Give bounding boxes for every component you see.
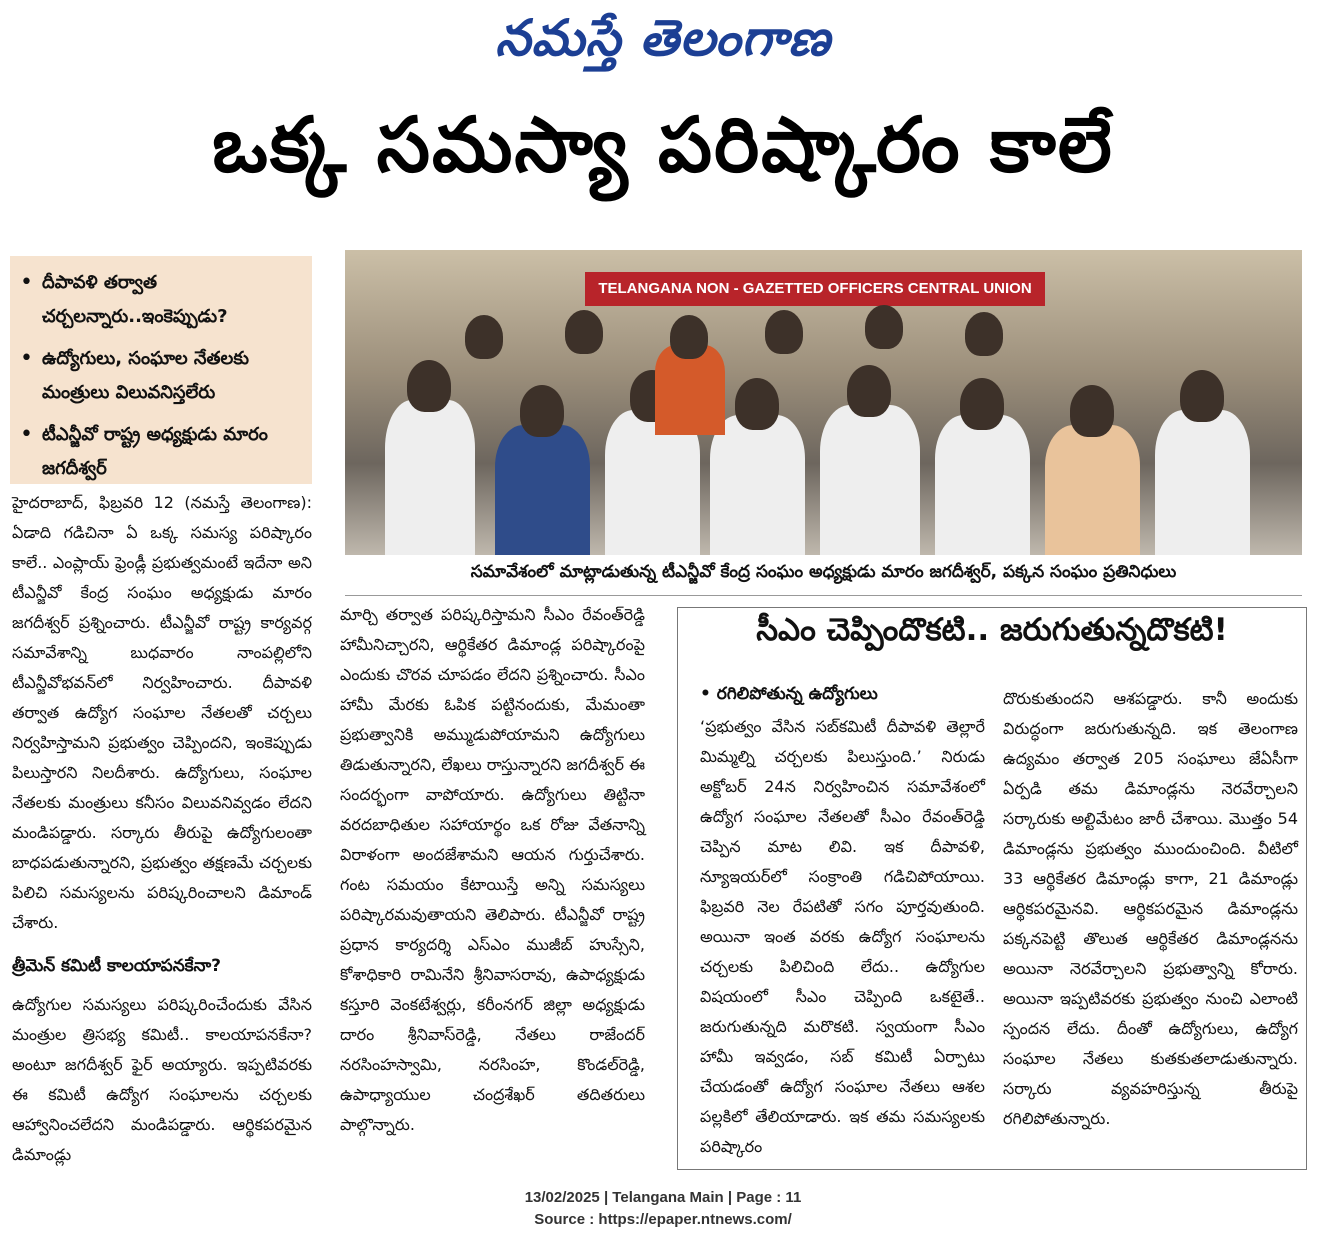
sidebar-subhead (700, 684, 878, 708)
photo-caption: సమావేశంలో మాట్లాడుతున్న టీఎన్జీవో కేంద్ర సంఘం అధ్యక్షుడు మారం జగదీశ్వర్, పక్కన సంఘం ప్రతినిధులు (470, 562, 1177, 582)
article-subhead: త్రీమెన్ కమిటీ కాలయాపనకేనా? (12, 956, 222, 976)
sidebar-column-1 (700, 712, 985, 1162)
sidebar-paragraph: దొరుకుతుందని ఆశపడ్డారు. కానీ అందుకు విరుద్ధంగా జరుగుతున్నది. ఇక తెలంగాణ ఉద్యమం తర్వాత 205 సంఘాలు జేఏసీగా ఏర్పడి తమ డిమాండ్లను నెరవేర్చాలని సర్కారుకు అల్టిమేటం జారీ చేశాయి. మొత్తం 54 డిమాండ్లను ప్రభుత్వం ముందుంచింది. వీటిలో 33 ఆర్థికేతర డిమాండ్లు కాగా, 21 డిమాండ్లు ఆర్థికపరమైనవి. ఆర్థికపరమైన డిమాండ్లను పక్కనపెట్టి తొలుత ఆర్థికేతర డిమాండ్లనను అయినా నెరవేర్చాలని ప్రభుత్వాన్ని కోరారు. అయినా ఇప్పటివరకు ప్రభుత్వం నుంచి ఎలాంటి స్పందన లేదు. దీంతో ఉద్యోగులు, ఉద్యోగ సంఘాల నేతలు కుతకుతలాడుతున్నారు. సర్కారు వ్యవహరిస్తున్న తీరుపై రగిలిపోతున్నారు. (1003, 689, 1298, 1128)
article-paragraph: హైదరాబాద్, ఫిబ్రవరి 12 (నమస్తే తెలంగాణ): ఏడాది గడిచినా ఏ ఒక్క సమస్య పరిష్కారం కాలే.. ఎంప్లాయ్ ఫ్రెండ్లీ ప్రభుత్వమంటే ఇదేనా అని టీఎన్జీవో కేంద్ర సంఘం అధ్యక్షుడు మారం జగదీశ్వర్ ప్రశ్నించారు. టీఎన్జీవో రాష్ట్ర కార్యవర్గ సమావేశాన్ని బుధవారం నాంపల్లిలోని టీఎన్జీవోభవన్‌లో నిర్వహించారు. దీపావళి తర్వాత ఉద్యోగ సంఘాల నేతలతో చర్చలు నిర్వహిస్తామని ప్రభుత్వం చెప్పిందని, ఇంకెప్పుడు పిలుస్తారని నిలదీశారు. ఉద్యోగులు, సంఘాల నేతలకు మంత్రులు కనీసం విలువనివ్వడం లేదని మండిపడ్డారు. సర్కారు తీరుపై ఉద్యోగులంతా బాధపడుతున్నారని, ప్రభుత్వం తక్షణమే చర్చలకు పిలిచి సమస్యలను పరిష్కరించాలని డిమాండ్ చేశారు. (12, 493, 312, 932)
highlight-text: దీపావళి తర్వాత చర్చలన్నారు..ఇంకెప్పుడు? (42, 272, 228, 327)
article-paragraph: మార్చి తర్వాత పరిష్కరిస్తామని సీఎం రేవంత్‌రెడ్డి హామీనిచ్చారని, ఆర్థికేతర డిమాండ్ల పరిష్కారంపై ఎందుకు చొరవ చూపడం లేదని ప్రశ్నించారు. సీఎం హామీ మేరకు ఓపిక పట్టినందుకు, మేమంతా ప్రభుత్వానికి అమ్ముడుపోయామని ఉద్యోగులు తిడుతున్నారని, లేఖలు రాస్తున్నారని జగదీశ్వర్ ఈ సందర్భంగా వాపోయారు. ఉద్యోగులు తిట్టినా వరదబాధితుల సహాయార్థం ఒక రోజు వేతనాన్ని విరాళంగా అందజేశామని ఆయన గుర్తుచేశారు. గంట సమయం కేటాయిస్తే అన్ని సమస్యలు పరిష్కారమవుతాయని తెలిపారు. టీఎన్జీవో రాష్ట్ర ప్రధాన కార్యదర్శి ఎస్ఎం ముజీబ్ హుస్సేని, కోశాధికారి రామినేని శ్రీనివాసరావు, ఉపాధ్యక్షుడు కస్తూరి వెంకటేశ్వర్లు, కరీంనగర్ జిల్లా అధ్యక్షుడు దారం శ్రీనివాస్‌రెడ్డి, నేతలు రాజేందర్ నరసింహస్వామి, నరసింహ, కొండల్‌రెడ్డి, ఉపాధ్యాయుల చంద్రశేఖర్ తదితరులు పాల్గొన్నారు. (340, 605, 645, 1134)
article-column-1 (12, 488, 312, 938)
footer-date-line: 13/02/2025 | Telangana Main | Page : 11 (524, 1189, 802, 1206)
sidebar-paragraph: ‘ప్రభుత్వం వేసిన సబ్‌కమిటీ దీపావళి తెల్లారే మిమ్మల్ని చర్చలకు పిలుస్తుంది.’ నిరుడు అక్టోబర్ 24న నిర్వహించిన సమావేశంలో ఉద్యోగ సంఘాల నేతలతో సీఎం రేవంత్‌రెడ్డి చెప్పిన మాట లివి. ఇక దీపావళి, న్యూఇయర్‌లో సంక్రాంతి గడిచిపోయాయి. ఫిబ్రవరి నెల రేపటితో సగం పూర్తవుతుంది. అయినా ఇంత వరకు ఉద్యోగ సంఘాలను చర్చలకు పిలిచింది లేదు.. ఉద్యోగుల విషయంలో సీఎం చెప్పింది ఒకటైతే.. జరుగుతున్నది మరొకటి. స్వయంగా సీఎం హామీ ఇవ్వడం, సబ్ కమిటీ ఏర్పాటు చేయడంతో ఉద్యోగ సంఘాల నేతలు ఆశల పల్లకిలో తేలియాడారు. ఇక తమ సమస్యలకు పరిష్కారం (700, 717, 985, 1156)
bullet-icon: • (20, 270, 33, 295)
bullet-icon: • (20, 422, 33, 447)
highlight-item (20, 342, 302, 410)
article-column-2 (340, 600, 645, 1140)
bullet-icon: • (700, 684, 717, 704)
photo-banner: TELANGANA NON - GAZETTED OFFICERS CENTRAL UNION (585, 272, 1045, 306)
headline: ఒక్క సమస్యా పరిష్కారం కాలే (212, 100, 1114, 189)
article-column-1b (12, 990, 312, 1170)
masthead: నమస్తే తెలంగాణ (495, 8, 831, 67)
caption-divider (345, 595, 1302, 596)
footer (0, 1187, 1326, 1231)
sidebar-column-2 (1003, 684, 1298, 1134)
sidebar-subhead-text: రగిలిపోతున్న ఉద్యోగులు (716, 684, 878, 704)
sidebar-headline: సీఎం చెప్పిందొకటి.. జరుగుతున్నదొకటి! (756, 612, 1228, 648)
bullet-icon: • (20, 346, 33, 371)
footer-source-line: Source : https://epaper.ntnews.com/ (534, 1211, 792, 1228)
highlights-box (10, 256, 312, 484)
highlight-item (20, 266, 302, 334)
highlight-item (20, 418, 302, 486)
news-photo (345, 250, 1302, 555)
highlight-text: టీఎన్జీవో రాష్ట్ర అధ్యక్షుడు మారం జగదీశ్వర్ (42, 424, 268, 479)
highlight-text: ఉద్యోగులు, సంఘాల నేతలకు మంత్రులు విలువనిస్తలేరు (42, 348, 249, 403)
article-paragraph: ఉద్యోగుల సమస్యలు పరిష్కరించేందుకు వేసిన మంత్రుల త్రిసభ్య కమిటీ.. కాలయాపనకేనా? అంటూ జగదీశ్వర్ ఫైర్ అయ్యారు. ఇప్పటివరకు ఈ కమిటీ ఉద్యోగ సంఘాలను చర్చలకు ఆహ్వానించలేదని మండిపడ్డారు. ఆర్థికపరమైన డిమాండ్లు (12, 995, 312, 1164)
